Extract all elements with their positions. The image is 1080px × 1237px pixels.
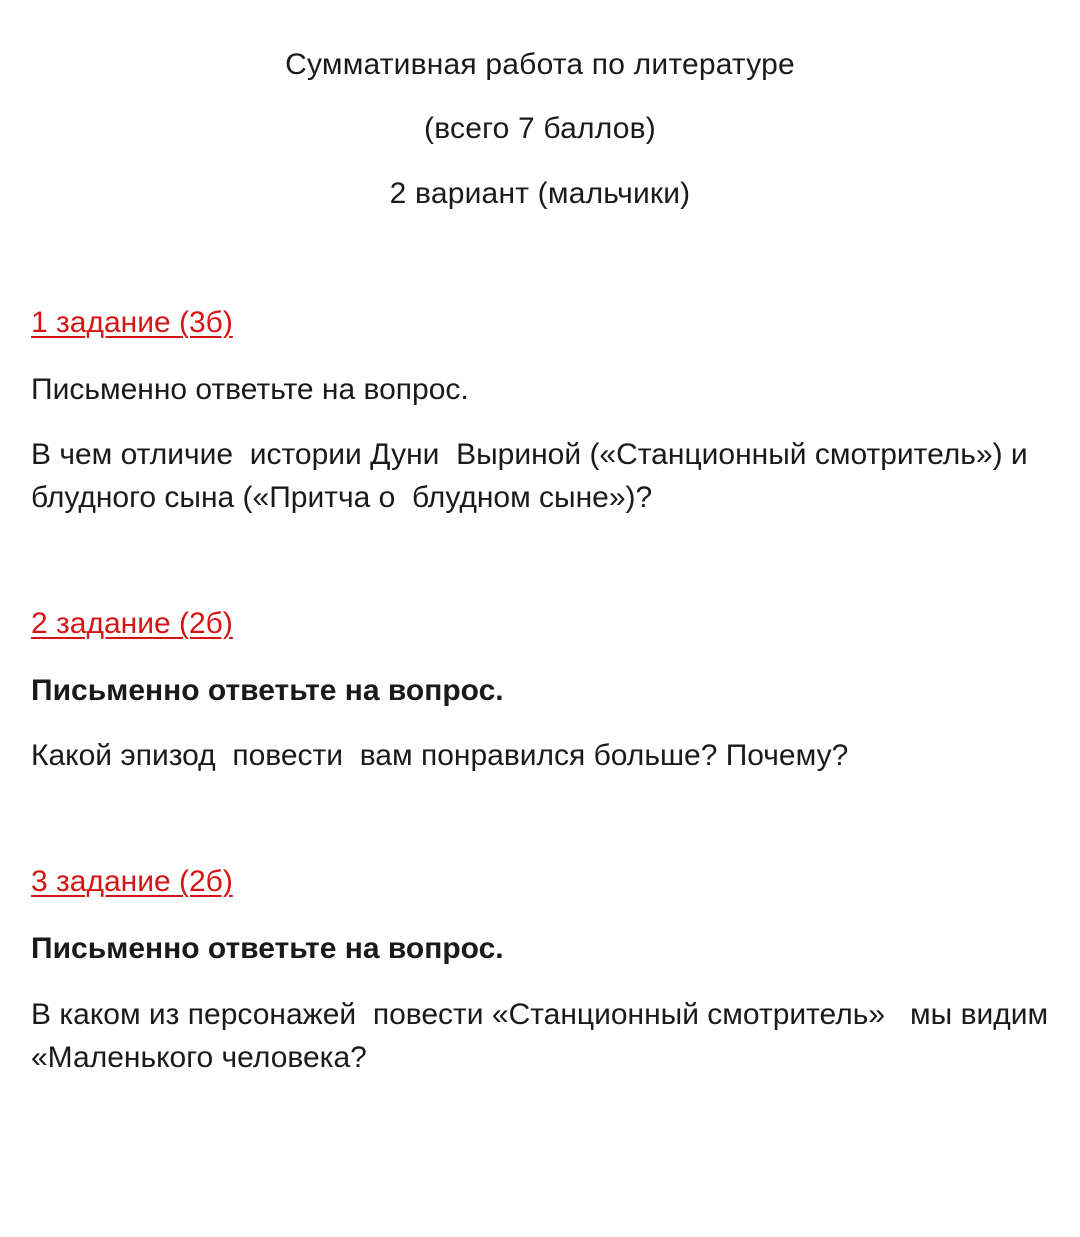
task-2-heading: 2 задание (2б) [31,607,233,640]
task-3-heading: 3 задание (2б) [31,865,233,898]
task-2-instruction: Письменно ответьте на вопрос. [31,674,504,707]
task-2-question: Какой эпизод повести вам понравился больше? Почему? [31,739,849,772]
task-1-question: В чем отличие истории Дуни Выриной («Станционный смотритель») и блудного сына («Притча о блудном сыне»)? [31,438,1037,514]
variant-label: 2 вариант (мальчики) [389,177,691,210]
total-points: (всего 7 баллов) [424,112,656,145]
document-title: Суммативная работа по литературе [285,48,795,81]
task-1-heading: 1 задание (3б) [31,306,233,339]
task-3-question: В каком из персонажей повести «Станционный смотритель» мы видим «Маленького человека? [31,998,1074,1074]
task-3-instruction: Письменно ответьте на вопрос. [31,932,504,965]
task-1-instruction: Письменно ответьте на вопрос. [31,373,469,406]
